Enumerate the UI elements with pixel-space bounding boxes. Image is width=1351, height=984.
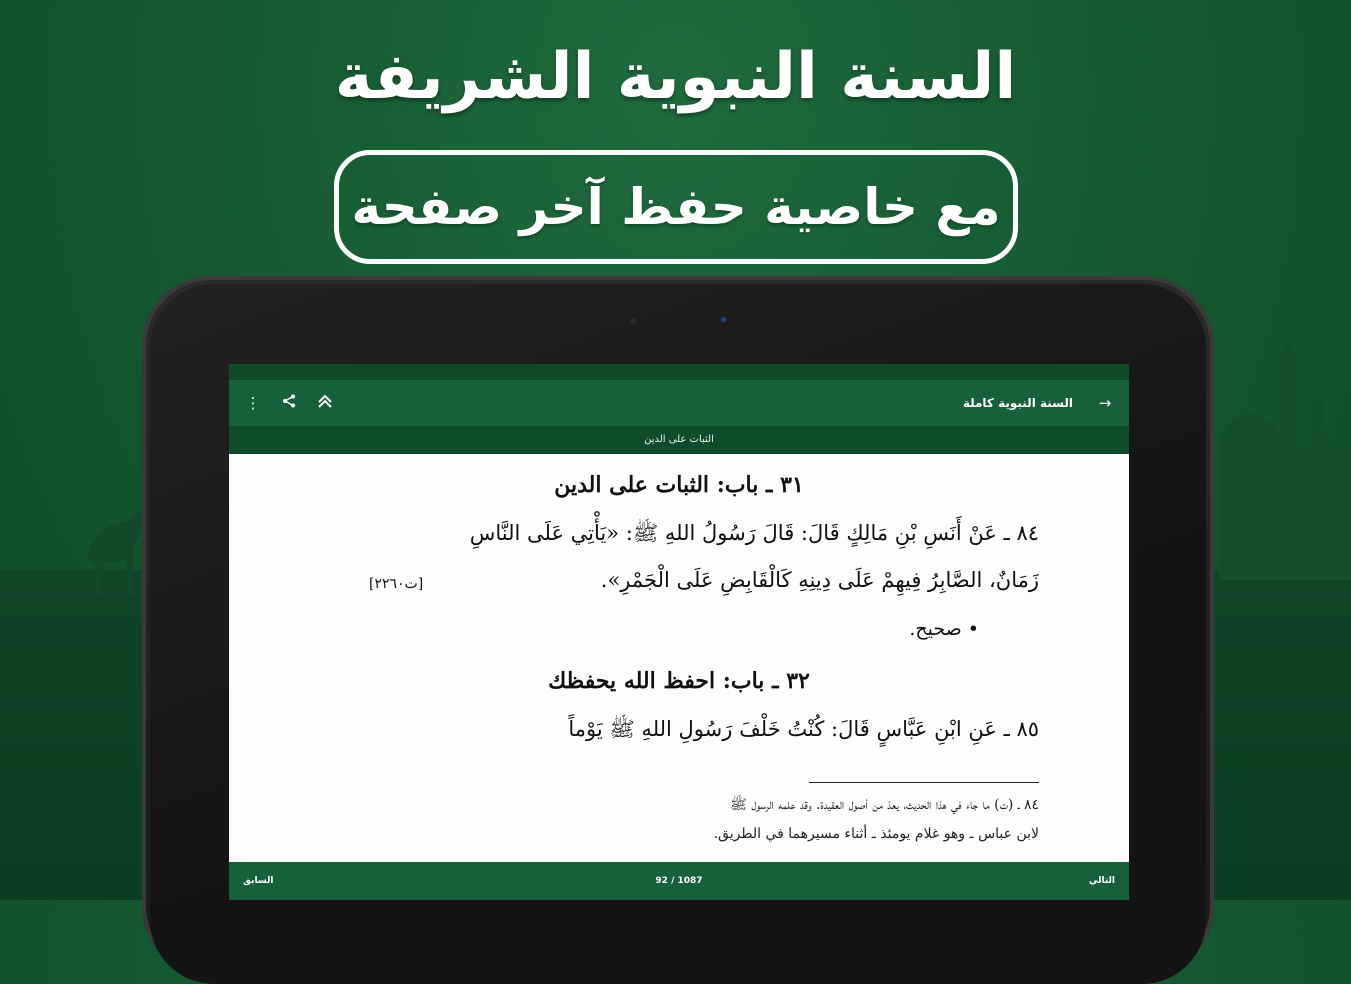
bookmark-glyph [317,393,333,409]
back-arrow-icon[interactable]: → [1098,394,1112,412]
share-glyph [282,394,296,408]
book-page [229,454,1129,852]
section-title: الثبات على الدين [229,426,1129,454]
more-vertical-icon[interactable]: ⋮ [245,394,261,412]
share-icon[interactable] [279,393,299,413]
camera-icon [630,318,636,324]
chapter-heading: ٣٢ ـ باب: احفظ الله يحفظك [548,668,810,694]
hero-subtitle-frame [334,150,1018,264]
footnote-line: لابن عباس ـ وهو غلام يومئذ ـ أثناء مسيرهما في الطريق. [713,826,1039,842]
tablet-screen [229,364,1129,900]
camel-silhouette-icon [78,505,148,600]
hadith-line: ٨٤ ـ عَنْ أَنَسِ بْنِ مَالِكٍ قَالَ: قَالَ رَسُولُ اللهِ ﷺ: «يَأْتِي عَلَى النَّاسِ [469,521,1039,545]
next-page-button[interactable]: التالي [1088,876,1115,886]
previous-page-button[interactable]: السابق [243,876,274,886]
hadith-line: ٨٥ ـ عَنِ ابْنِ عَبَّاسٍ قَالَ: كُنْتُ خَلْفَ رَسُولِ اللهِ ﷺ يَوْماً [568,717,1039,741]
status-bar [229,364,1129,380]
hero-subtitle: مع خاصية حفظ آخر صفحة [351,178,1001,236]
hadith-reference: [ت٢٢٦٠] [369,576,424,592]
app-title: السنة النبوية كاملة [962,396,1073,410]
chapter-heading: ٣١ ـ باب: الثبات على الدين [554,472,804,498]
app-toolbar [229,380,1129,426]
mosque-silhouette-icon [1211,340,1351,580]
sensor-icon [721,317,726,322]
bookmark-icon[interactable] [315,393,335,414]
hadith-grade: • صحيح. [909,618,979,640]
page-counter: 92 / 1087 [655,876,703,886]
page-navigation-bar [229,862,1129,900]
footnote-divider [809,782,1039,783]
hadith-line: زَمَانٌ، الصَّابِرُ فِيهِمْ عَلَى دِينِهِ كَالْقَابِضِ عَلَى الْجَمْرِ». [600,568,1039,592]
footnote-line: ٨٤ ـ (ت) ما جاء في هذا الحديث، يعدّ من أصول العقيدة. وقد علمه الرسول ﷺ [730,797,1039,813]
hero-title: السنة النبوية الشريفة [334,40,1017,114]
